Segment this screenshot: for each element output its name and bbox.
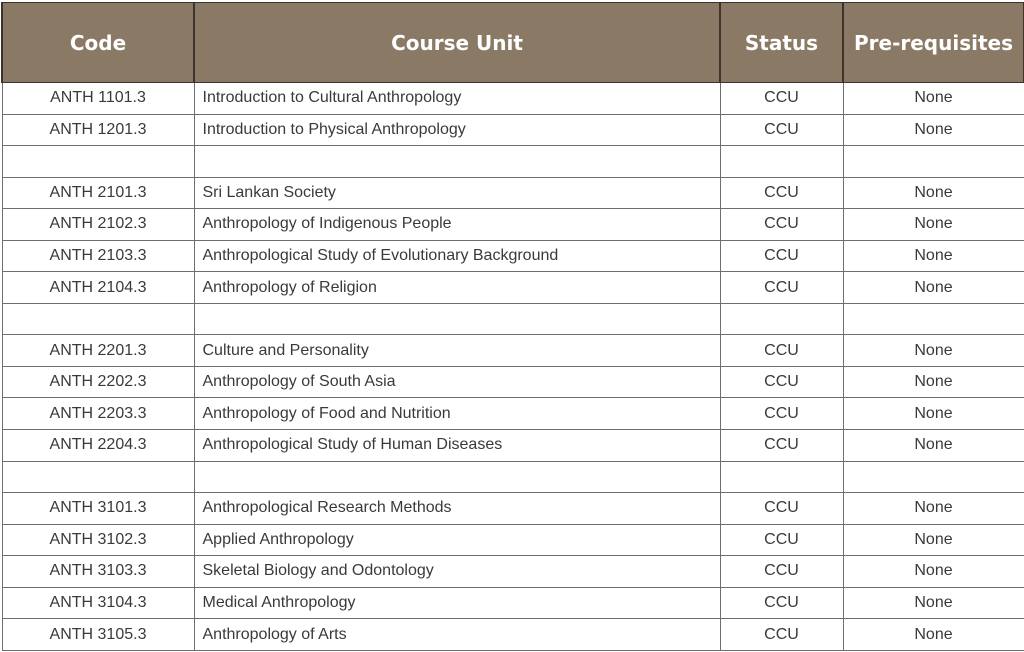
course-unit-cell (194, 146, 720, 178)
pre-requisites-cell: None (843, 556, 1024, 588)
header-code: Code (2, 3, 194, 83)
course-unit-cell: Applied Anthropology (194, 524, 720, 556)
code-cell: ANTH 2104.3 (2, 272, 194, 304)
pre-requisites-cell: None (843, 240, 1024, 272)
table-row (2, 240, 1024, 272)
pre-requisites-cell: None (843, 619, 1024, 651)
header-pre-requisites: Pre-requisites (843, 3, 1024, 83)
status-cell (720, 146, 843, 178)
code-cell: ANTH 3104.3 (2, 587, 194, 619)
table-row (2, 493, 1024, 525)
course-unit-cell: Medical Anthropology (194, 587, 720, 619)
code-cell: ANTH 3101.3 (2, 493, 194, 525)
pre-requisites-cell: None (843, 587, 1024, 619)
code-cell: ANTH 1101.3 (2, 83, 194, 115)
status-cell: CCU (720, 335, 843, 367)
pre-requisites-cell (843, 303, 1024, 335)
table-row (2, 366, 1024, 398)
table-body (2, 83, 1024, 651)
code-cell: ANTH 2103.3 (2, 240, 194, 272)
status-cell: CCU (720, 524, 843, 556)
course-unit-cell: Anthropological Research Methods (194, 493, 720, 525)
code-cell: ANTH 3103.3 (2, 556, 194, 588)
pre-requisites-cell: None (843, 335, 1024, 367)
course-unit-cell: Sri Lankan Society (194, 177, 720, 209)
table-row (2, 83, 1024, 115)
table-row (2, 461, 1024, 493)
pre-requisites-cell: None (843, 114, 1024, 146)
table-row (2, 177, 1024, 209)
status-cell: CCU (720, 587, 843, 619)
course-unit-cell: Anthropology of Food and Nutrition (194, 398, 720, 430)
table-row (2, 556, 1024, 588)
table-row (2, 303, 1024, 335)
code-cell: ANTH 2201.3 (2, 335, 194, 367)
table-row (2, 335, 1024, 367)
pre-requisites-cell: None (843, 272, 1024, 304)
pre-requisites-cell: None (843, 209, 1024, 241)
code-cell (2, 146, 194, 178)
course-unit-cell: Anthropological Study of Evolutionary Background (194, 240, 720, 272)
course-unit-cell: Introduction to Cultural Anthropology (194, 83, 720, 115)
status-cell: CCU (720, 83, 843, 115)
course-unit-cell: Anthropology of Religion (194, 272, 720, 304)
pre-requisites-cell (843, 146, 1024, 178)
course-unit-cell (194, 461, 720, 493)
status-cell: CCU (720, 556, 843, 588)
code-cell: ANTH 3102.3 (2, 524, 194, 556)
table-row (2, 272, 1024, 304)
table-row (2, 430, 1024, 462)
pre-requisites-cell: None (843, 83, 1024, 115)
course-unit-cell: Anthropology of Indigenous People (194, 209, 720, 241)
code-cell: ANTH 2203.3 (2, 398, 194, 430)
code-cell: ANTH 2202.3 (2, 366, 194, 398)
table-row (2, 146, 1024, 178)
pre-requisites-cell: None (843, 177, 1024, 209)
pre-requisites-cell: None (843, 430, 1024, 462)
code-cell (2, 461, 194, 493)
status-cell: CCU (720, 619, 843, 651)
table-row (2, 587, 1024, 619)
course-unit-cell: Anthropology of Arts (194, 619, 720, 651)
table-header (2, 3, 1024, 83)
pre-requisites-cell: None (843, 493, 1024, 525)
pre-requisites-cell: None (843, 366, 1024, 398)
course-unit-cell: Anthropological Study of Human Diseases (194, 430, 720, 462)
status-cell: CCU (720, 493, 843, 525)
status-cell: CCU (720, 240, 843, 272)
table-row (2, 619, 1024, 651)
course-unit-cell (194, 303, 720, 335)
status-cell (720, 303, 843, 335)
code-cell: ANTH 2204.3 (2, 430, 194, 462)
code-cell: ANTH 1201.3 (2, 114, 194, 146)
status-cell: CCU (720, 209, 843, 241)
code-cell: ANTH 3105.3 (2, 619, 194, 651)
table-row (2, 524, 1024, 556)
pre-requisites-cell (843, 461, 1024, 493)
code-cell (2, 303, 194, 335)
pre-requisites-cell: None (843, 524, 1024, 556)
course-table (1, 2, 1024, 651)
course-unit-cell: Introduction to Physical Anthropology (194, 114, 720, 146)
header-row (2, 3, 1024, 83)
code-cell: ANTH 2101.3 (2, 177, 194, 209)
status-cell: CCU (720, 366, 843, 398)
status-cell: CCU (720, 430, 843, 462)
table-row (2, 114, 1024, 146)
status-cell (720, 461, 843, 493)
table-row (2, 398, 1024, 430)
status-cell: CCU (720, 177, 843, 209)
status-cell: CCU (720, 272, 843, 304)
course-unit-cell: Culture and Personality (194, 335, 720, 367)
pre-requisites-cell: None (843, 398, 1024, 430)
code-cell: ANTH 2102.3 (2, 209, 194, 241)
header-course-unit: Course Unit (194, 3, 720, 83)
status-cell: CCU (720, 398, 843, 430)
course-unit-cell: Anthropology of South Asia (194, 366, 720, 398)
table-row (2, 209, 1024, 241)
header-status: Status (720, 3, 843, 83)
course-unit-cell: Skeletal Biology and Odontology (194, 556, 720, 588)
status-cell: CCU (720, 114, 843, 146)
